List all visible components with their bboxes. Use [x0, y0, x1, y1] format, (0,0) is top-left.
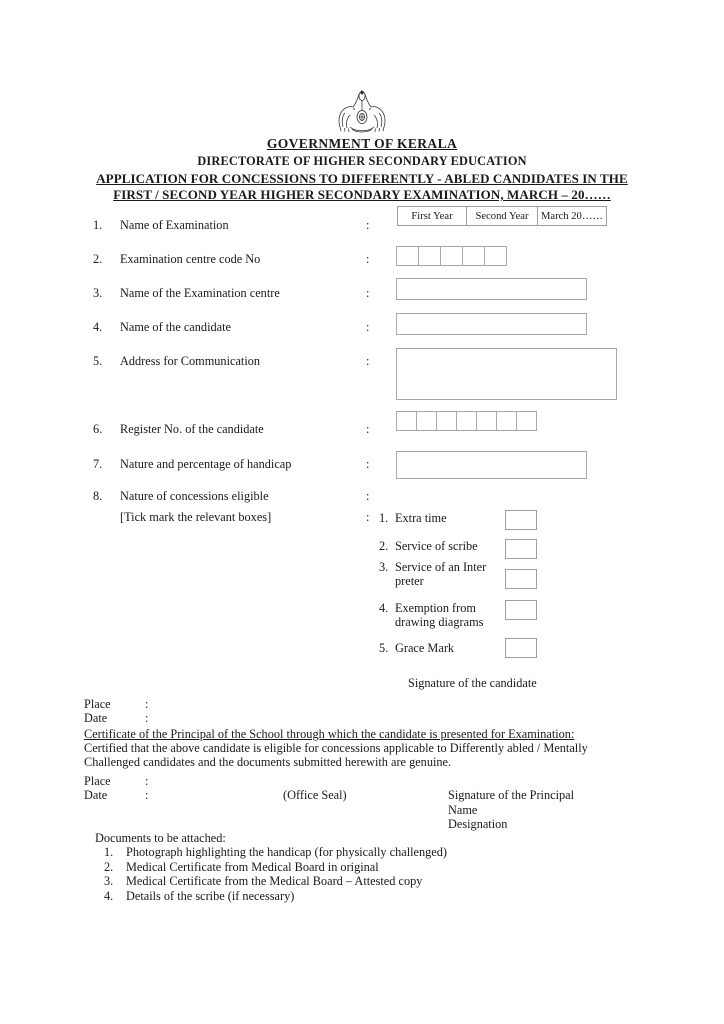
concession-number: 4. — [379, 601, 389, 615]
colon-separator: : — [366, 218, 370, 232]
year-cell-march-year[interactable]: March 20…… — [537, 206, 607, 226]
concession-label: Exemption from drawing diagrams — [395, 601, 484, 629]
date-colon-principal: : — [145, 788, 149, 802]
colon-separator: : — [366, 489, 370, 503]
item-number: 1. — [93, 218, 103, 232]
form-title-line-1: APPLICATION FOR CONCESSIONS TO DIFFERENTLY - ABLED CANDIDATES IN THE — [96, 171, 628, 186]
date-colon-candidate: : — [145, 711, 149, 725]
centre-code-boxes[interactable] — [396, 246, 506, 266]
concession-number: 1. — [379, 511, 389, 525]
item-label: Address for Communication — [120, 354, 261, 368]
concession-label: Service of scribe — [395, 539, 478, 553]
register-no-box-4[interactable] — [456, 411, 477, 431]
item-number: 4. — [93, 320, 103, 334]
item-number: 2. — [93, 252, 103, 266]
document-text: Photograph highlighting the handicap (for physically challenged) — [126, 845, 448, 859]
examination-centre-name-input[interactable] — [396, 278, 587, 300]
colon-separator: : — [366, 252, 370, 266]
item-label: Name of the candidate — [120, 320, 231, 334]
register-no-box-6[interactable] — [496, 411, 517, 431]
year-cell-second-year[interactable]: Second Year — [466, 206, 538, 226]
concession-number: 3. — [379, 560, 389, 574]
year-cell-first-year[interactable]: First Year — [397, 206, 467, 226]
document-number: 1. — [104, 845, 114, 859]
documents-heading: Documents to be attached: — [95, 831, 226, 845]
item-label: Nature and percentage of handicap — [120, 457, 292, 471]
place-label-candidate: Place — [84, 697, 111, 711]
item-number: 6. — [93, 422, 103, 436]
exam-year-selection-table — [397, 206, 606, 226]
colon-separator: : — [366, 286, 370, 300]
centre-code-box-5[interactable] — [484, 246, 507, 266]
emblem-container — [0, 88, 724, 136]
centre-code-box-3[interactable] — [440, 246, 463, 266]
concession-number: 5. — [379, 641, 389, 655]
register-no-box-1[interactable] — [396, 411, 417, 431]
centre-code-box-2[interactable] — [418, 246, 441, 266]
concession-label: Service of an Inter preter — [395, 560, 487, 588]
subtitle-directorate: DIRECTORATE OF HIGHER SECONDARY EDUCATION — [197, 154, 527, 168]
candidate-name-input[interactable] — [396, 313, 587, 335]
document-text: Medical Certificate from Medical Board in original — [126, 859, 379, 874]
certificate-body-text: Certified that the above candidate is eligible for concessions applicable to Differently abled / Mentally Challenged candidates and the documents submitted herewith are genuine. — [84, 741, 588, 769]
signature-of-candidate-label: Signature of the candidate — [408, 676, 537, 690]
address-input[interactable] — [396, 348, 617, 400]
tick-instruction-label: [Tick mark the relevant boxes] — [120, 510, 272, 524]
colon-separator: : — [366, 320, 370, 334]
item-label: Name of the Examination centre — [120, 286, 280, 300]
date-label-principal: Date — [84, 788, 108, 802]
page-title: GOVERNMENT OF KERALA — [266, 136, 458, 151]
document-number: 2. — [104, 859, 114, 874]
place-colon-candidate: : — [145, 697, 149, 711]
item-label: Nature of concessions eligible — [120, 489, 269, 503]
centre-code-box-4[interactable] — [462, 246, 485, 266]
date-label-candidate: Date — [84, 711, 108, 725]
colon-separator: : — [366, 457, 370, 471]
document-text: Details of the scribe (if necessary) — [126, 888, 295, 903]
colon-separator: : — [366, 354, 370, 368]
concession-checkbox-extra-time[interactable] — [505, 510, 537, 530]
register-no-box-5[interactable] — [476, 411, 497, 431]
principal-name-label: Name — [448, 802, 478, 817]
principal-signature-block — [448, 788, 574, 832]
colon-separator: : — [366, 422, 370, 436]
certificate-heading: Certificate of the Principal of the School through which the candidate is presented for Examination: — [84, 727, 575, 741]
item-number: 5. — [93, 354, 103, 368]
concession-number: 2. — [379, 539, 389, 553]
item-number: 3. — [93, 286, 103, 300]
concession-checkbox-grace-mark[interactable] — [505, 638, 537, 658]
register-no-box-2[interactable] — [416, 411, 437, 431]
item-label: Examination centre code No — [120, 252, 261, 266]
kerala-state-emblem-icon — [336, 88, 388, 136]
item-number: 7. — [93, 457, 103, 471]
centre-code-box-1[interactable] — [396, 246, 419, 266]
concession-label: Grace Mark — [395, 641, 455, 655]
handicap-nature-input[interactable] — [396, 451, 587, 479]
register-no-box-7[interactable] — [516, 411, 537, 431]
office-seal-label: (Office Seal) — [283, 788, 347, 802]
concession-checkbox-drawing-exemption[interactable] — [505, 600, 537, 620]
principal-designation-label: Designation — [448, 817, 508, 831]
document-heading-block — [0, 136, 724, 203]
concession-checkbox-scribe[interactable] — [505, 539, 537, 559]
document-number: 3. — [104, 874, 114, 888]
document-number: 4. — [104, 888, 114, 903]
item-label: Name of Examination — [120, 218, 229, 232]
signature-of-principal-label: Signature of the Principal — [448, 788, 575, 802]
item-number: 8. — [93, 489, 103, 503]
concession-label: Extra time — [395, 511, 447, 525]
item-label: Register No. of the candidate — [120, 422, 264, 436]
document-text: Medical Certificate from the Medical Board – Attested copy — [126, 874, 423, 888]
concession-checkbox-interpreter[interactable] — [505, 569, 537, 589]
form-title-line-2: FIRST / SECOND YEAR HIGHER SECONDARY EXAMINATION, MARCH – 20…… — [113, 187, 611, 202]
register-no-boxes[interactable] — [396, 411, 536, 431]
register-no-box-3[interactable] — [436, 411, 457, 431]
place-label-principal: Place — [84, 774, 111, 788]
place-colon-principal: : — [145, 774, 149, 788]
colon-separator: : — [366, 510, 370, 524]
